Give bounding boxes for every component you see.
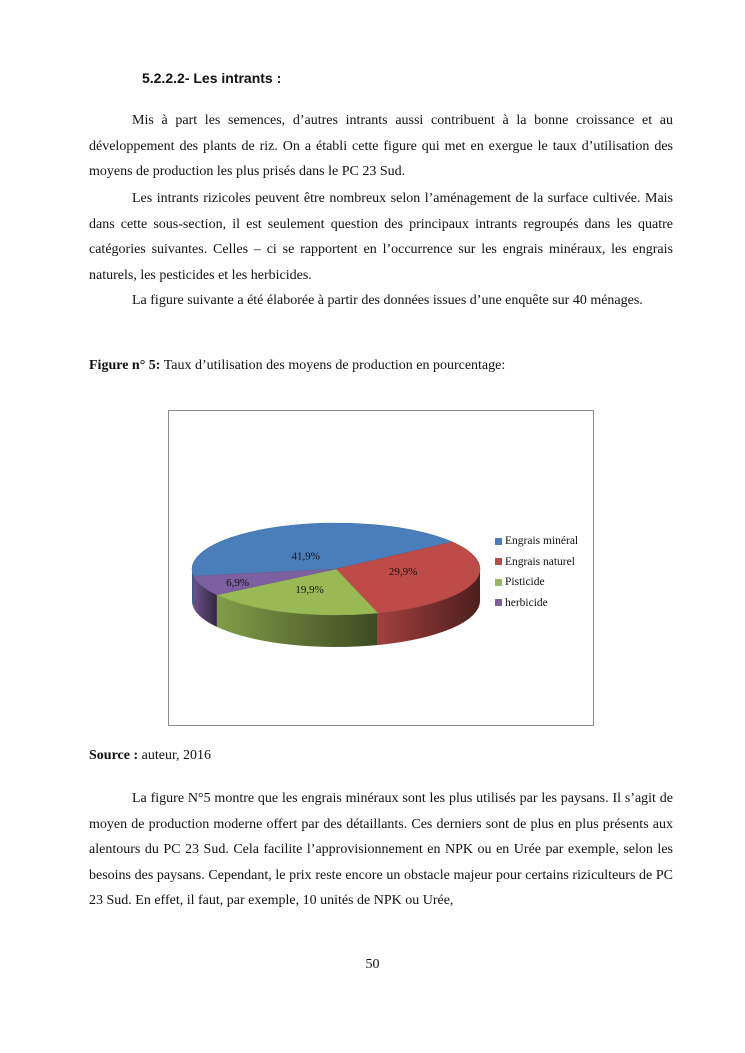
legend-item-3	[495, 572, 578, 593]
legend-swatch-2	[495, 558, 502, 565]
data-label-4: 6,9%	[226, 577, 250, 590]
legend-item-4	[495, 593, 578, 614]
data-label-2: 29,9%	[388, 566, 418, 579]
figure-caption-text: Taux d’utilisation des moyens de production en pourcentage:	[160, 358, 506, 373]
legend-swatch-1	[495, 538, 502, 545]
data-label-1: 41,9%	[291, 550, 320, 563]
source-label: Source :	[89, 748, 139, 763]
legend-label-4: herbicide	[505, 596, 548, 609]
figure-source	[89, 748, 211, 764]
data-label-3: 19,9%	[295, 583, 324, 596]
chart-legend	[495, 531, 578, 613]
legend-swatch-4	[495, 599, 502, 606]
paragraph-2: Les intrants rizicoles peuvent être nombreux selon l’aménagement de la surface cultivée. Mais dans cette sous-section, il est seulement question des principaux intrants regroupés dans les quatre catégories suivantes. Celles – ci se rapportent en l’occurrence sur les engrais minéraux, les engrais naturels, les pesticides et les herbicides.	[89, 191, 673, 283]
paragraph-1: Mis à part les semences, d’autres intrants aussi contribuent à la bonne croissance et au développement des plants de riz. On a établi cette figure qui met en exergue le taux d’utilisation des moyens de production les plus prisés dans le PC 23 Sud.	[89, 113, 673, 179]
paragraph-4: La figure N°5 montre que les engrais minéraux sont les plus utilisés par les paysans. Il s’agit de moyen de production moderne offert par des détaillants. Ces derniers sont de plus en plus présents aux alentours du PC 23 Sud. Cela facilite l’approvisionnement en NPK ou en Urée par exemple, selon les besoins des paysans. Cependant, le prix reste encore un obstacle majeur pour certains riziculteurs de PC 23 Sud. En effet, il faut, par exemple, 10 unités de NPK ou Urée,	[89, 791, 673, 908]
figure-caption-label: Figure n° 5:	[89, 358, 161, 373]
legend-label-3: Pisticide	[505, 576, 545, 589]
pie-chart	[168, 410, 594, 726]
section-heading: 5.2.2.2- Les intrants :	[142, 70, 282, 86]
source-text: auteur, 2016	[138, 748, 212, 763]
legend-label-2: Engrais naturel	[505, 555, 575, 568]
legend-swatch-3	[495, 579, 502, 586]
legend-label-1: Engrais minéral	[505, 535, 579, 548]
page-number: 50	[365, 957, 380, 972]
legend-item-1	[495, 531, 578, 552]
figure-caption	[89, 358, 505, 374]
paragraph-3: La figure suivante a été élaborée à partir des données issues d’une enquête sur 40 ménages.	[132, 293, 643, 308]
legend-item-2	[495, 552, 578, 573]
